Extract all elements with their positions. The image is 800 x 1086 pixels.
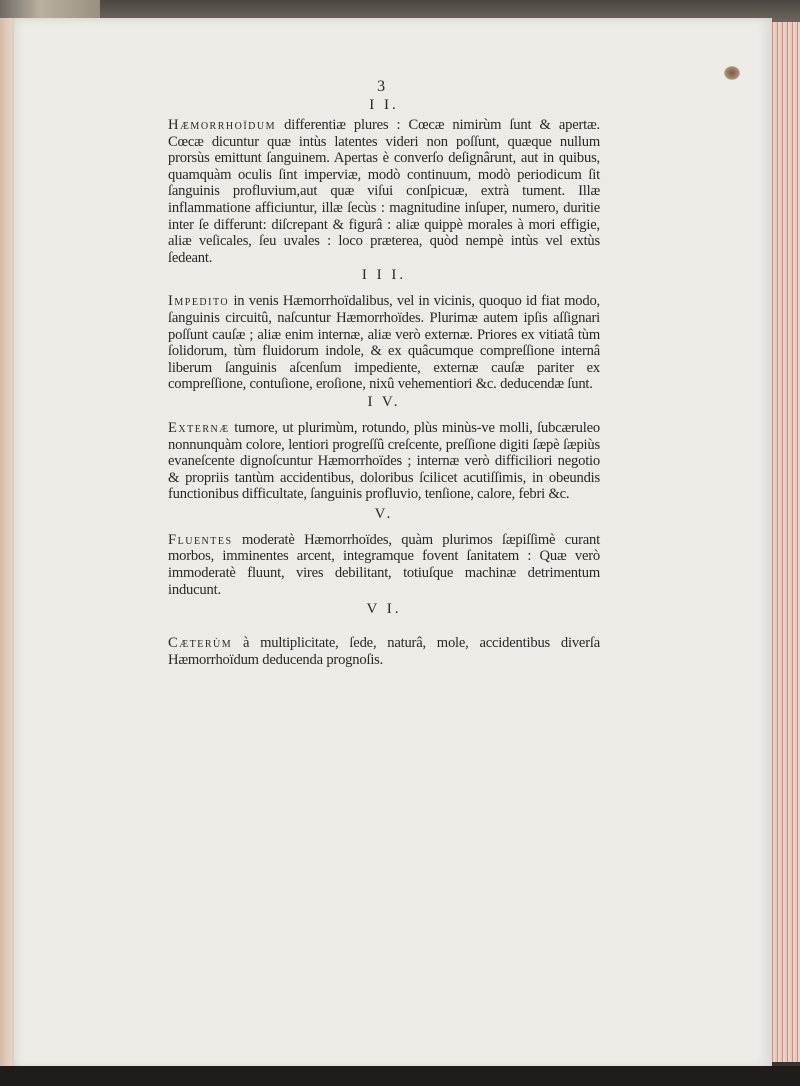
section-paragraph-4 bbox=[168, 420, 600, 503]
section-paragraph-2 bbox=[168, 117, 600, 266]
section-heading-2: I I. bbox=[369, 97, 399, 113]
section-heading-5: V. bbox=[374, 505, 394, 522]
paragraph-body: tumore, ut plurimùm, rotundo, plùs minùs-ve molli, ſubcæruleo nonnunquàm colore, lentiori progreſſû creſcente, preſſione digiti ſæpè ſæpiùs evaneſcente dignoſcuntur Hæmorrhoïdes ; internæ verò difficiliori negotio & propriis tantùm accidentibus, doloribus ſcilicet acutiſſimis, in obeundis functionibus difficultate, ſanguinis profluvio, tenſione, calore, febri &c. bbox=[168, 419, 600, 503]
section-paragraph-6 bbox=[168, 635, 600, 668]
page-number: 3 bbox=[377, 78, 385, 95]
paragraph-body: à multiplicitate, ſede, naturâ, mole, accidentibus diverſa Hæmorrhoïdum deducenda prognoſis. bbox=[168, 635, 600, 668]
page-text bbox=[168, 78, 600, 668]
binding-edge bbox=[0, 0, 100, 18]
scan-background-bottom bbox=[0, 1066, 800, 1086]
paragraph-lead-word: Cæterùm bbox=[168, 635, 233, 652]
paragraph-lead-word: Fluentes bbox=[168, 531, 233, 548]
paragraph-body: in venis Hæmorrhoïdalibus, vel in vicinis, quoquo id fiat modo, ſanguinis circuitû, naſcuntur Hæmorrhoïdes. Plurimæ autem ipſis aſſignari poſſunt cauſæ ; aliæ enim internæ, aliæ verò externæ. Priores ex vitiatâ tùm ſolidorum, tùm fluidorum indole, & ex quâcumque compreſſione internâ liberum ſanguinis aſcenſum impediente, externæ cauſæ pariter ex compreſſione, contuſione, eroſione, nixû vehementiori &c. deducendæ ſunt. bbox=[168, 293, 600, 393]
section-heading-6: V I. bbox=[366, 601, 402, 618]
paragraph-body: moderatè Hæmorrhoïdes, quàm plurimos ſæpiſſimè curant morbos, imminentes arcent, integramque fovent ſanitatem : Quæ verò immoderatè fluunt, vires debilitant, totiuſque machinæ detrimentum inducunt. bbox=[168, 531, 600, 598]
paragraph-lead-word: Impedito bbox=[168, 293, 230, 310]
section-heading-4: I V. bbox=[367, 393, 401, 410]
section-paragraph-5 bbox=[168, 532, 600, 598]
paragraph-body: differentiæ plures : Cœcæ nimirùm ſunt & apertæ. Cœcæ dicuntur quæ intùs latentes videri non poſſunt, quæque nullum prorsùs emittunt ſanguinem. Apertas è converſo deſignârunt, aut in quibus, quamquàm oculis ſint imperviæ, modò continuum, modò periodicum ſit ſanguinis profluvium,aut quæ viſui conſpicuæ, extrà tument. Illæ inflammatione afficiuntur, illæ ſecùs : magnitudine inſuper, numero, duritie inter ſe differunt: diſcrepant & figurâ : aliæ quippè morales à mori effigie, aliæ veſicales, ſeu uvales : loco præterea, quòd nempè intùs vel extùs ſedeant. bbox=[168, 117, 600, 266]
paragraph-lead-word: Hæmorrhoïdum bbox=[168, 117, 276, 133]
section-heading-3: I I I. bbox=[361, 267, 407, 284]
section-paragraph-3 bbox=[168, 293, 600, 393]
paragraph-lead-word: Externæ bbox=[168, 419, 230, 436]
paper-stain bbox=[724, 66, 740, 80]
